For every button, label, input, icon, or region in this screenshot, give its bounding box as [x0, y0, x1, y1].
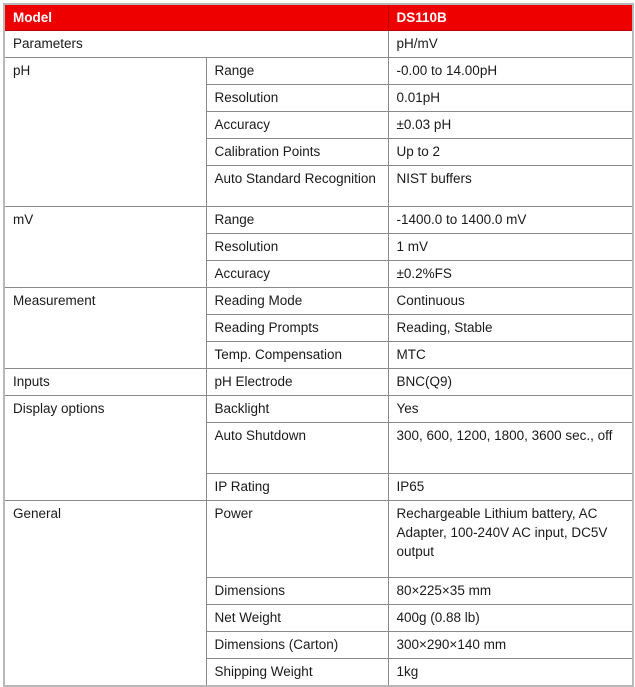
param-label: Temp. Compensation — [206, 342, 388, 369]
table-row — [4, 501, 633, 578]
param-label: Net Weight — [206, 605, 388, 632]
parameters-value: pH/mV — [388, 31, 633, 58]
param-value: Up to 2 — [388, 139, 633, 166]
param-label: Range — [206, 207, 388, 234]
param-label: Shipping Weight — [206, 659, 388, 687]
header-model-value: DS110B — [388, 4, 633, 31]
param-value: 300×290×140 mm — [388, 632, 633, 659]
param-label: Range — [206, 58, 388, 85]
param-value: 1 mV — [388, 234, 633, 261]
param-label: IP Rating — [206, 474, 388, 501]
param-label: Resolution — [206, 234, 388, 261]
group-label-ph: pH — [4, 58, 206, 207]
param-label: pH Electrode — [206, 369, 388, 396]
parameters-row — [4, 31, 633, 58]
table-row — [4, 207, 633, 234]
param-value: Continuous — [388, 288, 633, 315]
param-value: Rechargeable Lithium battery, AC Adapter, 100-240V AC input, DC5V output — [388, 501, 633, 578]
table-row — [4, 58, 633, 85]
param-value: -0.00 to 14.00pH — [388, 58, 633, 85]
param-label: Calibration Points — [206, 139, 388, 166]
param-label: Accuracy — [206, 112, 388, 139]
group-label-mv: mV — [4, 207, 206, 288]
param-value: MTC — [388, 342, 633, 369]
header-model-label: Model — [4, 4, 388, 31]
param-value: 400g (0.88 lb) — [388, 605, 633, 632]
table-row — [4, 396, 633, 423]
parameters-label: Parameters — [4, 31, 388, 58]
group-label-general: General — [4, 501, 206, 687]
header-row — [4, 4, 633, 31]
param-value: Reading, Stable — [388, 315, 633, 342]
param-label: Resolution — [206, 85, 388, 112]
param-value: IP65 — [388, 474, 633, 501]
param-label: Accuracy — [206, 261, 388, 288]
param-value: ±0.03 pH — [388, 112, 633, 139]
param-label: Power — [206, 501, 388, 578]
param-label: Auto Shutdown — [206, 423, 388, 474]
param-label: Backlight — [206, 396, 388, 423]
param-value: BNC(Q9) — [388, 369, 633, 396]
param-value: Yes — [388, 396, 633, 423]
param-value: ±0.2%FS — [388, 261, 633, 288]
table-row — [4, 288, 633, 315]
param-value: 1kg — [388, 659, 633, 687]
group-label-measurement: Measurement — [4, 288, 206, 369]
group-label-inputs: Inputs — [4, 369, 206, 396]
param-value: 300, 600, 1200, 1800, 3600 sec., off — [388, 423, 633, 474]
param-label: Auto Standard Recognition — [206, 166, 388, 207]
spec-table — [3, 3, 634, 687]
param-value: -1400.0 to 1400.0 mV — [388, 207, 633, 234]
param-value: NIST buffers — [388, 166, 633, 207]
param-value: 0.01pH — [388, 85, 633, 112]
param-label: Dimensions — [206, 578, 388, 605]
group-label-display-options: Display options — [4, 396, 206, 501]
table-row — [4, 369, 633, 396]
param-label: Reading Prompts — [206, 315, 388, 342]
param-label: Reading Mode — [206, 288, 388, 315]
param-label: Dimensions (Carton) — [206, 632, 388, 659]
param-value: 80×225×35 mm — [388, 578, 633, 605]
